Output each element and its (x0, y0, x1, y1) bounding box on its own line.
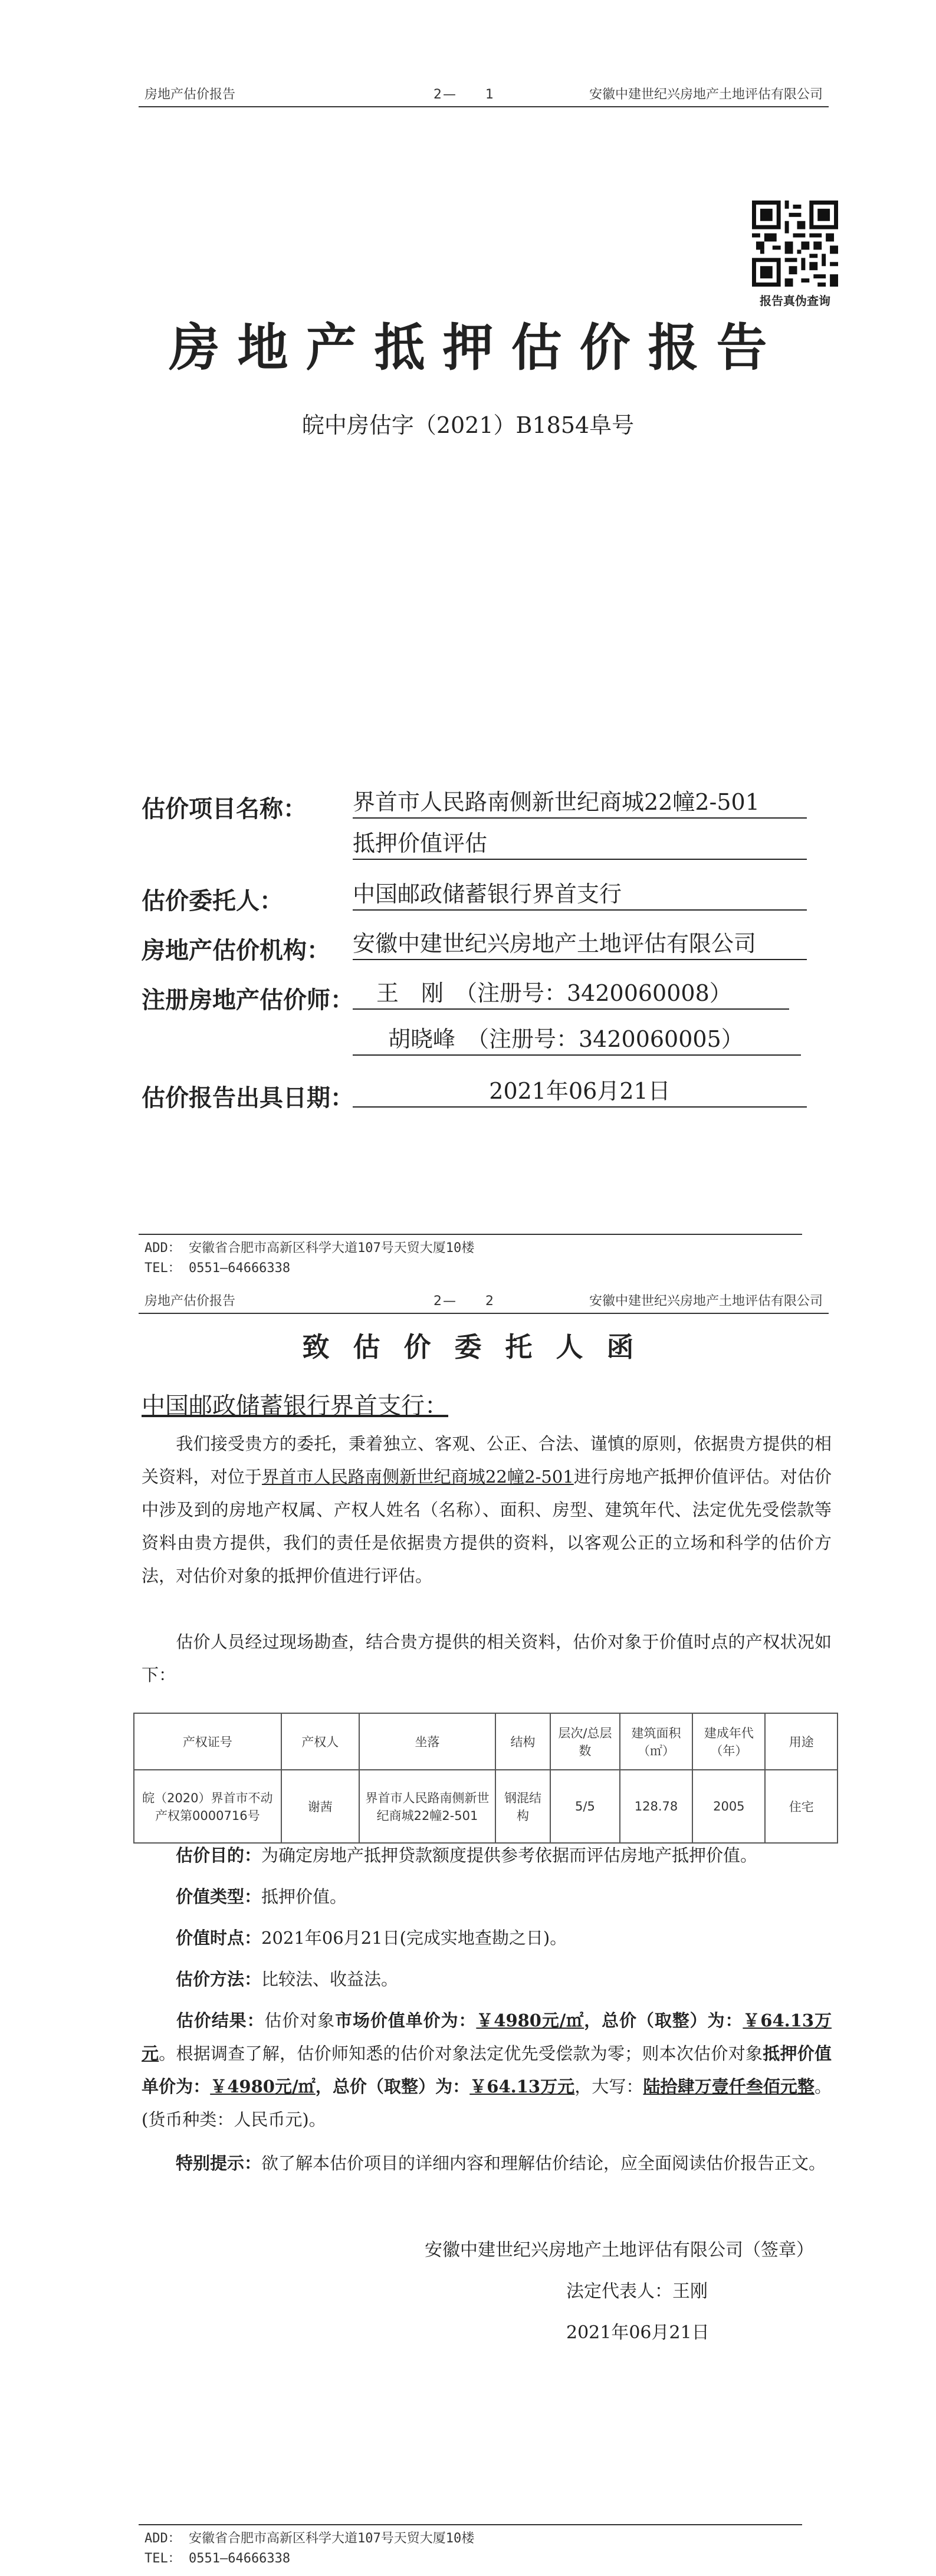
client-label: 估价委托人： (142, 887, 283, 915)
table-header: 结构 (495, 1713, 550, 1770)
mortgage-total-uppercase: 陆拾肆万壹仟叁佰元整 (643, 2076, 815, 2097)
note-text: 欲了解本估价项目的详细内容和理解估价结论，应全面阅读估价报告正文。 (261, 2153, 826, 2173)
note-label: 特别提示： (176, 2153, 262, 2173)
result-text: 。根据调查了解，估价师知悉的估价对象法定优先受偿款为零；则本次估价对象 (159, 2043, 763, 2064)
report-title: 房地产抵押估价报告 (169, 318, 785, 377)
page-header (139, 83, 829, 107)
header-page-number: 2— 1 (433, 87, 495, 102)
appraiser-label: 注册房地产估价师： (142, 986, 354, 1014)
footer-tel: TEL： 0551—64666338 (144, 2551, 291, 2566)
table-cell: 钢混结构 (495, 1770, 550, 1843)
footer-address: ADD： 安徽省合肥市高新区科学大道107号天贸大厦10楼 (144, 2531, 475, 2546)
result-text: 。(货币种类：人民币元)。 (142, 2076, 832, 2130)
result-total-price: ￥64.13万元 (142, 2010, 832, 2064)
mortgage-unit-price: ￥4980元/㎡ (210, 2076, 316, 2097)
table-header: 坐落 (359, 1713, 495, 1770)
agency-label: 房地产估价机构： (142, 937, 330, 964)
result-unit-price: ￥4980元/㎡ (476, 2010, 584, 2030)
appraisal-result (142, 2004, 832, 2136)
appraiser-2: 胡晓峰 （注册号：3420060005） (353, 1024, 801, 1056)
result-text-bold: 市场价值单价为： (335, 2010, 477, 2030)
page-footer (144, 1238, 474, 1279)
table-cell: 2005 (692, 1770, 765, 1843)
header-company: 安徽中建世纪兴房地产土地评估有限公司 (589, 1294, 823, 1309)
footer-divider (139, 1234, 802, 1235)
value-time-label: 价值时点： (176, 1928, 262, 1948)
table-header: 建成年代（年） (692, 1713, 765, 1770)
purpose-text: 为确定房地产抵押贷款额度提供参考依据而评估房地产抵押价值。 (261, 1845, 758, 1865)
letter-addressee: 中国邮政储蓄银行界首支行： (142, 1392, 448, 1420)
table-header: 层次/总层数 (550, 1713, 620, 1770)
p1-text-b: 进行房地产抵押价值评估。对估价中涉及到的房地产权属、产权人姓名（名称）、面积、房型、建筑年代、法定优先受偿款等资料由贵方提供，我们的责任是依据贵方提供的资料，以客观公正的立场和科学的估价方法，对估价对象的抵押价值进行评估。 (142, 1467, 832, 1586)
table-header-row (134, 1713, 838, 1770)
footer-tel: TEL： 0551—64666338 (144, 1261, 291, 1276)
table-cell: 皖（2020）界首市不动产权第0000716号 (134, 1770, 281, 1843)
result-label: 估价结果： (176, 2010, 265, 2030)
qr-code-icon (752, 201, 838, 287)
page-header (139, 1289, 829, 1314)
table-cell: 128.78 (620, 1770, 692, 1843)
table-header: 产权人 (281, 1713, 359, 1770)
method-text: 比较法、收益法。 (261, 1969, 399, 1989)
result-text-bold: ，总价（取整）为： (584, 2010, 743, 2030)
project-name-value: 界首市人民路南侧新世纪商城22幢2-501 (353, 787, 807, 819)
client-value: 中国邮政储蓄银行界首支行 (353, 879, 807, 911)
table-row (134, 1770, 838, 1843)
letter-title: 致估价委托人函 (302, 1331, 658, 1363)
page-footer (144, 2529, 474, 2569)
project-name-value-line2: 抵押价值评估 (353, 828, 807, 860)
table-header: 用途 (765, 1713, 838, 1770)
value-time (142, 1921, 832, 1954)
value-type-label: 价值类型： (176, 1887, 262, 1907)
mortgage-total-price: ￥64.13万元 (469, 2076, 575, 2097)
header-left: 房地产估价报告 (144, 87, 236, 102)
p2-text: 估价人员经过现场勘查，结合贵方提供的相关资料，估价对象于价值时点的产权状况如下： (142, 1632, 832, 1685)
value-type-text: 抵押价值。 (261, 1887, 347, 1907)
header-left: 房地产估价报告 (144, 1294, 236, 1309)
p1-text-a: 我们接受贵方的委托，秉着独立、客观、公正、合法、谨慎的原则，依据贵方提供的相关资料，对位于 (142, 1434, 832, 1487)
value-time-text: 2021年06月21日(完成实地查勘之日)。 (261, 1928, 567, 1948)
signature-date: 2021年06月21日 (566, 2322, 710, 2343)
table-cell: 5/5 (550, 1770, 620, 1843)
report-cover-page (0, 0, 936, 1286)
agency-value: 安徽中建世纪兴房地产土地评估有限公司 (353, 928, 807, 960)
letter-paragraph-2 (142, 1625, 832, 1691)
footer-address: ADD： 安徽省合肥市高新区科学大道107号天贸大厦10楼 (144, 1241, 475, 1256)
appraiser-1: 王 刚 （注册号：3420060008） (353, 978, 789, 1010)
method-label: 估价方法： (176, 1969, 262, 1989)
project-name-label: 估价项目名称： (142, 795, 307, 823)
result-text: 估价对象 (264, 2010, 336, 2030)
qr-caption: 报告真伪查询 (760, 294, 830, 308)
document-number: 皖中房估字（2021）B1854阜号 (301, 412, 635, 438)
header-page-number: 2— 2 (433, 1294, 495, 1309)
purpose-label: 估价目的： (176, 1845, 262, 1865)
special-note (142, 2147, 832, 2180)
table-header: 产权证号 (134, 1713, 281, 1770)
result-text-bold: 抵押价值单价为： (142, 2043, 832, 2097)
report-date-label: 估价报告出具日期： (142, 1084, 354, 1112)
table-cell: 界首市人民路南侧新世纪商城22幢2-501 (359, 1770, 495, 1843)
table-cell: 谢茜 (281, 1770, 359, 1843)
result-text-bold: ，总价（取整）为： (315, 2076, 470, 2097)
appraisal-purpose (142, 1839, 832, 1872)
signature-company: 安徽中建世纪兴房地产土地评估有限公司（签章） (425, 2240, 814, 2260)
table-cell: 住宅 (765, 1770, 838, 1843)
report-date-value: 2021年06月21日 (353, 1076, 807, 1108)
value-type (142, 1880, 832, 1913)
table-header: 建筑面积（㎡） (620, 1713, 692, 1770)
signature-representative: 法定代表人：王刚 (566, 2281, 708, 2302)
footer-divider (139, 2524, 802, 2525)
property-table (133, 1713, 838, 1844)
appraisal-method (142, 1963, 832, 1996)
letter-paragraph-1 (142, 1427, 832, 1592)
header-company: 安徽中建世纪兴房地产土地评估有限公司 (589, 87, 823, 102)
result-text: ，大写： (574, 2076, 643, 2097)
p1-address: 界首市人民路南侧新世纪商城22幢2-501 (262, 1467, 574, 1487)
